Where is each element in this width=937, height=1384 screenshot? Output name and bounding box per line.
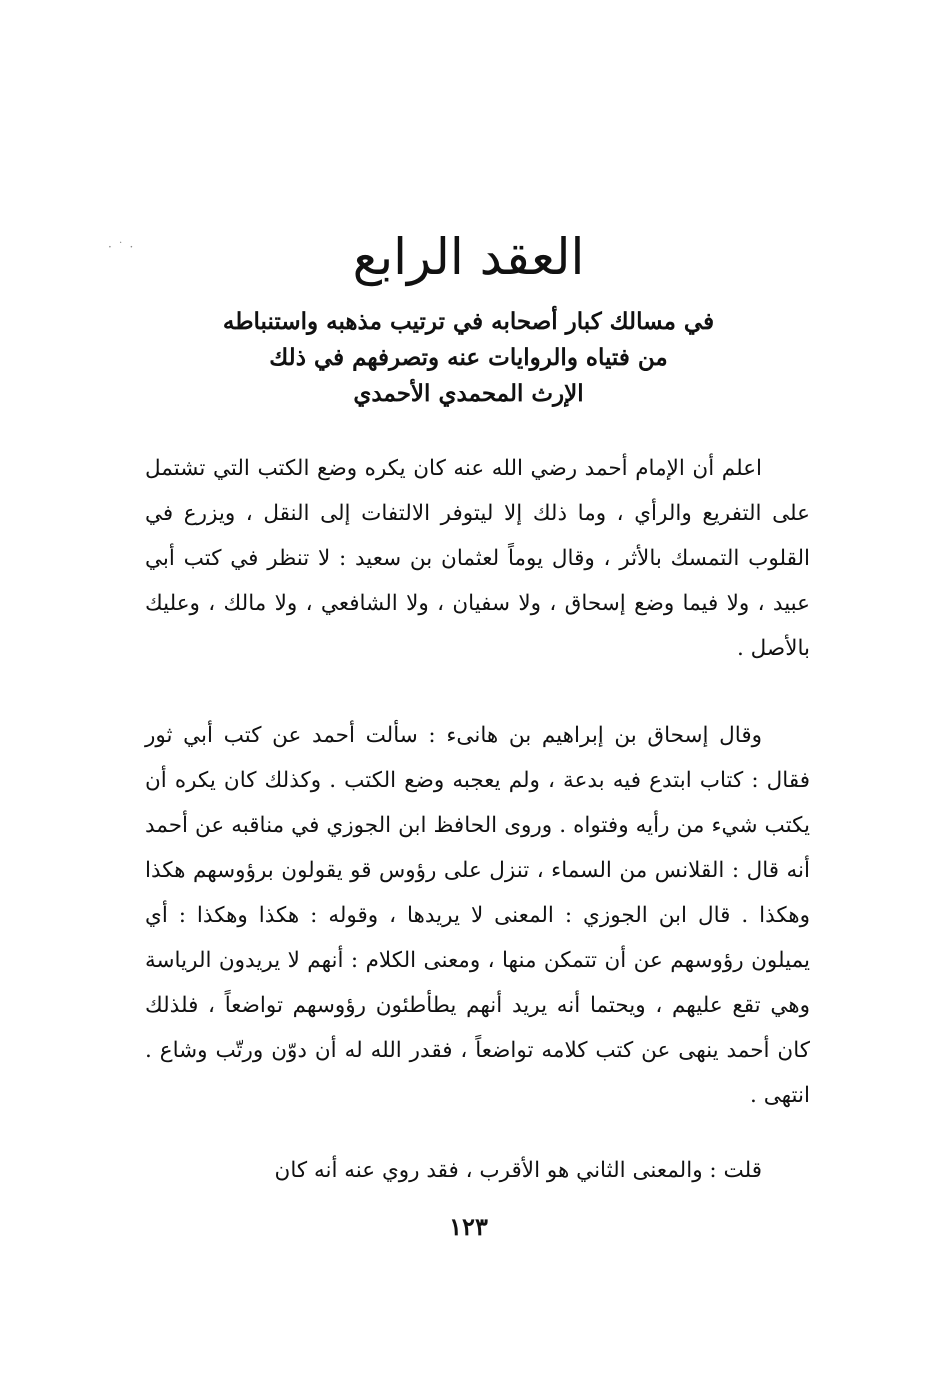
page-number: ١٢٣: [449, 1212, 488, 1241]
scan-speck-decoration: · ˙ ·: [108, 240, 135, 254]
chapter-subtitle: [150, 304, 787, 412]
paragraph: اعلم أن الإمام أحمد رضي الله عنه كان يكره وضع الكتب التي تشتمل على التفريع والرأي ، وما ذلك إلا ليتوفر الالتفات إلى النقل ، ويزرع في القلوب التمسك بالأثر ، وقال يوماً لعثمان بن سعيد : لا تنظر في كتب أبي عبيد ، ولا فيما وضع إسحاق ، ولا سفيان ، ولا الشافعي ، ولا مالك ، وعليك بالأصل .: [145, 456, 810, 661]
subtitle-line: من فتياه والروايات عنه وتصرفهم في ذلك: [269, 344, 668, 371]
paragraph: وقال إسحاق بن إبراهيم بن هانىء : سألت أحمد عن كتب أبي ثور فقال : كتاب ابتدع فيه بدعة ، ولم يعجبه وضع الكتب . وكذلك كان يكره أن يكتب شيء من رأيه وفتواه . وروى الحافظ ابن الجوزي في مناقبه عن أحمد أنه قال : القلانس من السماء ، تنزل على رؤوس قو يقولون برؤوسهم هكذا وهكذا . قال ابن الجوزي : المعنى لا يريدها ، وقوله : هكذا وهكذا : أي يميلون رؤوسهم عن أن تتمكن منها ، ومعنى الكلام : أنهم لا يريدون الرياسة وهي تقع عليهم ، ويحتما أنه يريد أنهم يطأطئون رؤوسهم تواضعاً ، فلذلك كان أحمد ينهى عن كتب كلامه تواضعاً ، فقدر الله له أن دوّن ورتّب وشاع . انتهى .: [145, 723, 810, 1108]
paragraph: قلت : والمعنى الثاني هو الأقرب ، فقد روي عنه أنه كان: [274, 1158, 762, 1183]
subtitle-line: الإرث المحمدي الأحمدي: [353, 380, 584, 407]
subtitle-line: في مسالك كبار أصحابه في ترتيب مذهبه واستنباطه: [222, 308, 715, 335]
body-text: [145, 446, 810, 1193]
chapter-title: العقد الرابع: [352, 228, 585, 286]
